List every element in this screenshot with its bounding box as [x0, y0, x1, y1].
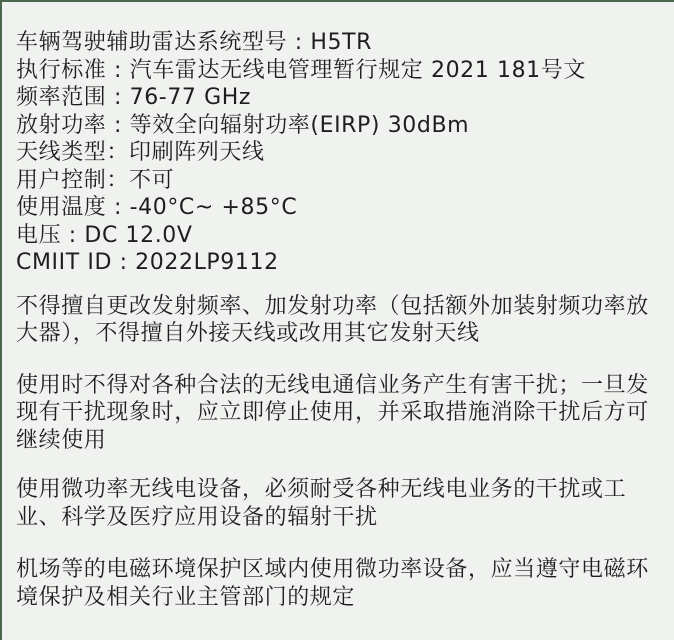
spec-block — [16, 29, 668, 277]
notice-no-modification — [16, 293, 668, 348]
notice-line: 现有干扰现象时，应立即停止使用，并采取措施消除干扰后方可 — [16, 400, 649, 425]
spec-line-frequency-range: 频率范围 : 76-77 GHz — [16, 85, 252, 110]
spec-line-cmiit-id: CMIIT ID : 2022LP9112 — [16, 250, 279, 275]
notice-line: 大器），不得擅自外接天线或改用其它发射天线 — [16, 321, 480, 346]
notice-line: 继续使用 — [16, 427, 107, 453]
notice-line: 业、科学及医疗应用设备的辐射干扰 — [16, 504, 378, 530]
notice-line: 机场等的电磁环境保护区域内使用微功率设备，应当遵守电磁环 — [16, 557, 649, 582]
spec-line-operating-temperature: 使用温度 : -40°C~ +85°C — [16, 195, 298, 220]
spec-line-user-control: 用户控制：不可 — [16, 167, 175, 193]
notice-line: 使用时不得对各种合法的无线电通信业务产生有害干扰；一旦发 — [16, 372, 649, 398]
spec-line-standard: 执行标准 : 汽车雷达无线电管理暂行规定 2021 181号文 — [16, 57, 586, 83]
spec-line-model: 车辆驾驶辅助雷达系统型号 : H5TR — [16, 30, 373, 55]
spec-line-antenna-type: 天线类型：印刷阵列天线 — [16, 140, 265, 165]
spec-line-voltage: 电压 : DC 12.0V — [16, 222, 193, 248]
notice-line: 境保护及相关行业主管部门的规定 — [16, 584, 356, 610]
notice-tolerate-interference — [16, 476, 668, 531]
spec-line-eirp-power: 放射功率 : 等效全向辐射功率(EIRP) 30dBm — [16, 112, 470, 138]
notice-no-harmful-interference — [16, 372, 668, 455]
notice-line: 不得擅自更改发射频率、加发射功率（包括额外加装射频功率放 — [16, 293, 649, 319]
notice-line: 使用微功率无线电设备，必须耐受各种无线电业务的干扰或工 — [16, 477, 627, 502]
notice-emc-protection-zone — [16, 556, 668, 611]
